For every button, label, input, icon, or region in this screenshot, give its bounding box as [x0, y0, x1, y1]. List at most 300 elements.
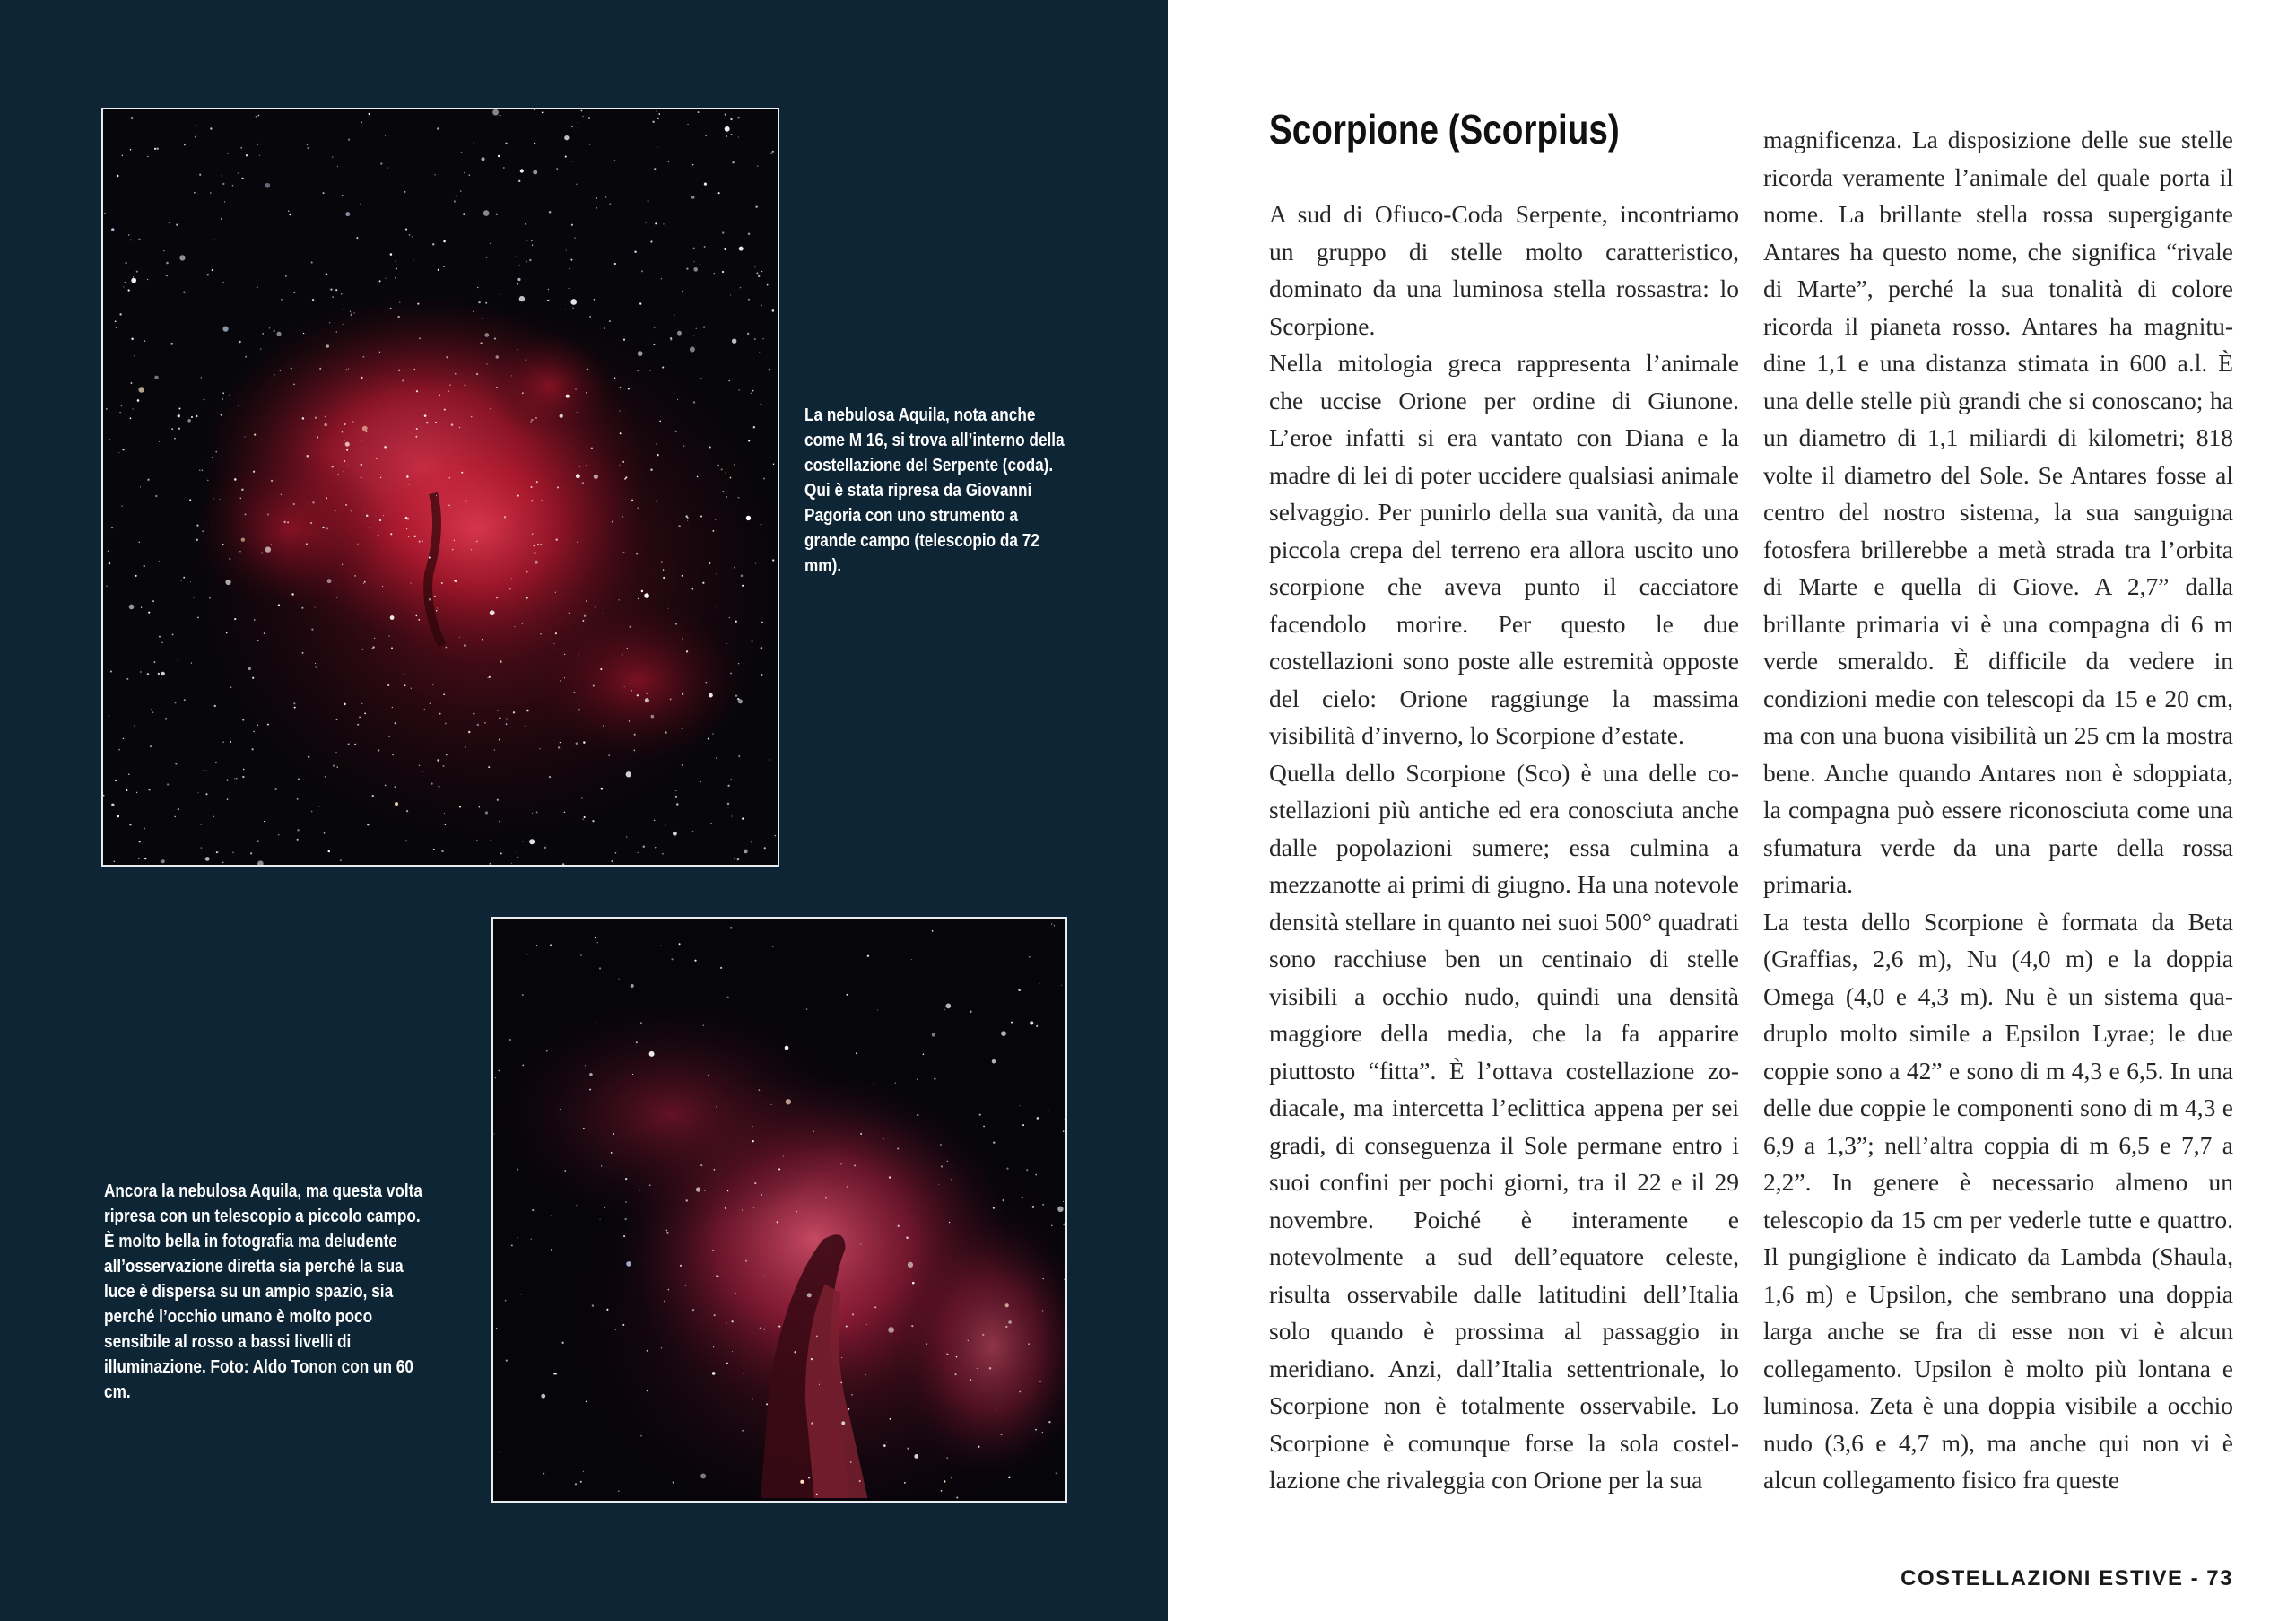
star: [194, 192, 196, 194]
star: [639, 302, 641, 304]
star: [583, 1471, 584, 1472]
star: [500, 660, 502, 663]
star: [380, 477, 381, 478]
star: [739, 389, 740, 390]
star: [794, 1351, 796, 1354]
star: [608, 754, 610, 756]
star: [693, 261, 694, 262]
star: [469, 174, 470, 175]
star: [250, 852, 252, 854]
star: [369, 527, 370, 528]
star: [516, 256, 517, 257]
star: [147, 156, 148, 157]
star: [330, 289, 332, 291]
star: [154, 148, 156, 150]
star: [449, 384, 451, 386]
star: [436, 610, 437, 611]
star: [147, 279, 148, 280]
star: [663, 569, 664, 570]
star: [641, 270, 643, 272]
star: [395, 261, 396, 262]
star: [589, 316, 591, 318]
star: [729, 617, 731, 619]
star: [535, 417, 537, 419]
star: [517, 278, 520, 281]
star: [649, 370, 651, 371]
star: [490, 243, 491, 244]
star: [443, 266, 444, 267]
star: [732, 1320, 734, 1322]
star: [712, 1372, 716, 1375]
star: [179, 255, 185, 260]
star: [314, 607, 315, 608]
star: [852, 1313, 854, 1315]
star: [636, 1041, 638, 1043]
star: [638, 852, 639, 853]
star: [786, 1099, 791, 1104]
star: [311, 261, 313, 263]
star: [480, 342, 482, 344]
star: [811, 1358, 813, 1360]
star: [127, 289, 129, 291]
star: [473, 713, 474, 715]
star: [171, 428, 173, 430]
star: [687, 520, 688, 521]
star: [297, 798, 299, 800]
star: [663, 223, 664, 224]
star: [841, 1421, 845, 1425]
star: [221, 414, 222, 416]
star: [125, 262, 126, 264]
star: [576, 183, 578, 185]
star: [397, 316, 399, 318]
star: [851, 1394, 852, 1395]
star: [123, 738, 124, 739]
star: [317, 436, 318, 438]
star: [144, 828, 145, 830]
star: [595, 606, 596, 607]
star: [254, 433, 256, 435]
star: [212, 457, 213, 458]
star: [656, 111, 657, 112]
star: [569, 268, 570, 269]
star: [661, 1347, 662, 1348]
star: [761, 271, 762, 272]
star: [626, 836, 627, 837]
star: [906, 1237, 909, 1240]
star: [368, 113, 370, 115]
star: [848, 1408, 849, 1410]
star: [379, 280, 381, 282]
star: [655, 847, 656, 848]
star: [748, 440, 750, 441]
star: [183, 577, 185, 579]
star: [280, 370, 281, 371]
star: [748, 232, 751, 235]
star: [668, 161, 670, 162]
star: [411, 688, 412, 689]
star: [254, 619, 256, 621]
star: [335, 752, 336, 753]
star: [227, 798, 229, 800]
photo-caption-eagle-nebula-narrow: Ancora la nebulosa Aquila, ma questa volta ripresa con un telescopio a piccolo campo. È molto bella in fotografia ma deludente all’osservazione diretta sia perché la sua luce è dispersa su un ampio spazio, sia perché l’occhio umano è molto poco sensibile al rosso a bassi livelli di illuminazione. Foto: Aldo Tonon con un 60 cm.: [104, 1181, 422, 1402]
star: [364, 581, 366, 583]
star: [738, 136, 739, 137]
star: [242, 776, 244, 778]
star: [693, 267, 698, 272]
star: [774, 835, 776, 837]
star: [153, 661, 155, 663]
star: [433, 849, 435, 850]
star: [348, 368, 349, 369]
star: [556, 168, 558, 170]
star: [257, 840, 259, 841]
star: [557, 486, 559, 488]
star: [376, 458, 378, 459]
star: [343, 324, 344, 325]
star: [655, 222, 657, 224]
star: [131, 117, 133, 118]
star: [968, 1340, 969, 1341]
star: [700, 1164, 702, 1166]
star: [686, 268, 688, 270]
star: [840, 1381, 842, 1383]
star: [730, 779, 732, 780]
star: [673, 1481, 674, 1483]
star: [342, 564, 343, 565]
star: [599, 967, 601, 969]
star: [704, 1190, 706, 1191]
star: [288, 210, 289, 211]
star: [977, 1368, 978, 1369]
star: [335, 289, 337, 291]
star: [198, 792, 199, 793]
star: [141, 606, 142, 607]
star: [326, 527, 328, 529]
star: [390, 615, 395, 620]
star: [354, 575, 356, 577]
star: [495, 1077, 496, 1078]
star: [361, 377, 363, 379]
star: [708, 1075, 709, 1076]
star: [430, 782, 432, 784]
star: [138, 239, 141, 241]
star: [956, 1356, 957, 1357]
star: [993, 1141, 995, 1143]
star: [364, 713, 366, 715]
star: [496, 355, 499, 358]
star: [460, 190, 462, 192]
star: [601, 788, 604, 790]
star: [654, 327, 656, 328]
star: [670, 698, 672, 700]
star: [449, 477, 450, 478]
star: [614, 160, 616, 161]
star: [479, 806, 481, 808]
star: [859, 1480, 861, 1482]
star: [637, 694, 639, 696]
star: [117, 175, 119, 178]
star: [455, 373, 456, 374]
star: [379, 352, 380, 353]
star: [609, 320, 611, 322]
star: [424, 414, 427, 417]
star: [596, 207, 597, 208]
star: [657, 454, 658, 456]
star: [752, 390, 754, 392]
star: [445, 824, 447, 825]
star: [718, 1276, 719, 1277]
star: [496, 1328, 497, 1329]
star: [459, 427, 460, 428]
star: [161, 859, 165, 863]
star: [464, 644, 466, 647]
star: [496, 387, 498, 388]
star: [257, 286, 258, 288]
star: [1001, 1031, 1006, 1036]
star: [118, 749, 119, 750]
star: [808, 1477, 810, 1478]
star: [196, 539, 198, 541]
star: [441, 850, 444, 853]
star: [383, 515, 384, 516]
star: [241, 489, 244, 492]
star: [571, 126, 573, 127]
star: [586, 465, 587, 466]
star: [222, 862, 223, 863]
star: [461, 472, 463, 474]
star: [345, 504, 347, 506]
star: [119, 412, 120, 413]
star: [229, 558, 230, 560]
star: [342, 195, 343, 196]
star: [745, 1260, 747, 1262]
star: [253, 731, 254, 732]
star: [245, 356, 247, 358]
star: [134, 355, 135, 357]
star: [772, 559, 774, 561]
star: [343, 471, 344, 472]
star: [647, 1390, 648, 1391]
star: [161, 672, 165, 676]
star: [889, 1176, 891, 1178]
star: [326, 497, 327, 499]
star: [682, 575, 683, 577]
star: [525, 726, 526, 727]
star: [178, 414, 180, 417]
star: [677, 399, 678, 400]
star: [344, 703, 346, 706]
star: [726, 135, 728, 137]
star: [285, 275, 287, 277]
star: [166, 262, 169, 265]
star: [1064, 1279, 1065, 1280]
star: [417, 303, 419, 305]
eagle-nebula-narrow-field-photo: [491, 917, 1067, 1503]
star: [395, 802, 398, 806]
star: [517, 857, 519, 858]
star: [522, 994, 524, 996]
star: [302, 417, 305, 420]
star: [445, 647, 447, 649]
star: [511, 578, 512, 579]
star: [144, 858, 146, 859]
star: [566, 250, 567, 251]
star: [739, 757, 740, 758]
star: [204, 399, 205, 401]
star: [123, 286, 124, 287]
star: [484, 333, 489, 337]
star: [579, 466, 580, 467]
star: [526, 261, 527, 263]
star: [494, 749, 495, 750]
star: [1037, 1117, 1039, 1120]
star: [585, 1065, 586, 1066]
star: [847, 1186, 848, 1188]
star: [738, 755, 740, 757]
star: [566, 395, 570, 398]
star: [396, 268, 397, 270]
star: [332, 156, 333, 157]
star: [573, 308, 574, 309]
star: [586, 392, 587, 394]
star: [509, 588, 510, 589]
star: [587, 369, 588, 370]
star: [846, 994, 848, 996]
star: [180, 580, 182, 581]
star: [394, 786, 396, 788]
star: [415, 615, 417, 617]
star: [770, 153, 772, 154]
star: [1030, 1021, 1033, 1024]
star: [620, 432, 622, 434]
star: [315, 666, 317, 667]
star: [278, 834, 279, 835]
star: [612, 521, 613, 523]
star: [405, 229, 407, 231]
star: [395, 277, 396, 278]
star: [367, 824, 369, 825]
star: [315, 417, 317, 419]
star: [531, 486, 533, 488]
star: [696, 328, 697, 329]
star: [1036, 1025, 1038, 1027]
star: [384, 446, 387, 449]
star: [970, 1379, 971, 1381]
star: [700, 781, 701, 782]
star: [1043, 1278, 1044, 1279]
star: [306, 543, 308, 545]
star: [485, 302, 487, 304]
star: [529, 259, 531, 261]
star: [311, 811, 313, 813]
star: [361, 121, 362, 123]
star: [385, 278, 386, 279]
star: [500, 115, 501, 117]
star: [578, 709, 580, 710]
star: [356, 237, 358, 239]
star: [159, 636, 161, 638]
star: [215, 762, 216, 763]
star: [751, 640, 752, 641]
star: [209, 597, 211, 599]
star: [866, 1324, 867, 1325]
star: [1028, 1343, 1030, 1345]
star: [558, 746, 560, 748]
star: [531, 419, 533, 421]
star: [1026, 1169, 1028, 1171]
star: [191, 416, 193, 418]
star: [360, 203, 361, 205]
star: [200, 824, 202, 825]
star: [342, 431, 343, 432]
star: [1057, 1207, 1063, 1212]
star: [439, 394, 440, 396]
star: [496, 597, 498, 598]
star: [437, 127, 439, 130]
star: [167, 783, 169, 785]
star: [636, 553, 638, 554]
star: [697, 476, 698, 477]
star: [734, 464, 735, 465]
star: [640, 1022, 642, 1024]
star: [517, 494, 519, 496]
star: [499, 821, 500, 823]
star: [478, 301, 480, 303]
star: [308, 147, 309, 149]
star: [116, 327, 117, 328]
star: [148, 612, 150, 614]
star: [536, 945, 537, 946]
star: [511, 863, 512, 864]
star: [522, 392, 524, 394]
star: [474, 142, 475, 144]
star: [541, 500, 542, 501]
star: [378, 535, 379, 536]
star: [956, 1497, 958, 1499]
star: [622, 1324, 624, 1326]
star: [404, 191, 406, 193]
star: [772, 309, 775, 312]
text-column-1: [1269, 196, 1739, 1499]
star: [683, 446, 684, 447]
star: [271, 480, 273, 482]
star: [325, 416, 326, 418]
star: [619, 599, 620, 600]
star: [752, 1126, 753, 1127]
star: [277, 332, 282, 336]
star: [513, 711, 515, 713]
star: [293, 702, 295, 704]
star: [110, 670, 112, 672]
star: [569, 288, 570, 289]
star: [911, 1325, 913, 1327]
star: [631, 984, 634, 988]
star: [506, 723, 508, 725]
star: [778, 1168, 780, 1170]
star: [219, 499, 220, 500]
star: [201, 377, 203, 379]
star: [380, 162, 382, 164]
star: [465, 501, 467, 502]
star: [363, 583, 364, 584]
star: [709, 446, 711, 448]
star: [982, 1334, 984, 1336]
star: [451, 423, 454, 426]
star: [230, 686, 231, 687]
star: [212, 269, 213, 271]
star: [678, 525, 681, 527]
